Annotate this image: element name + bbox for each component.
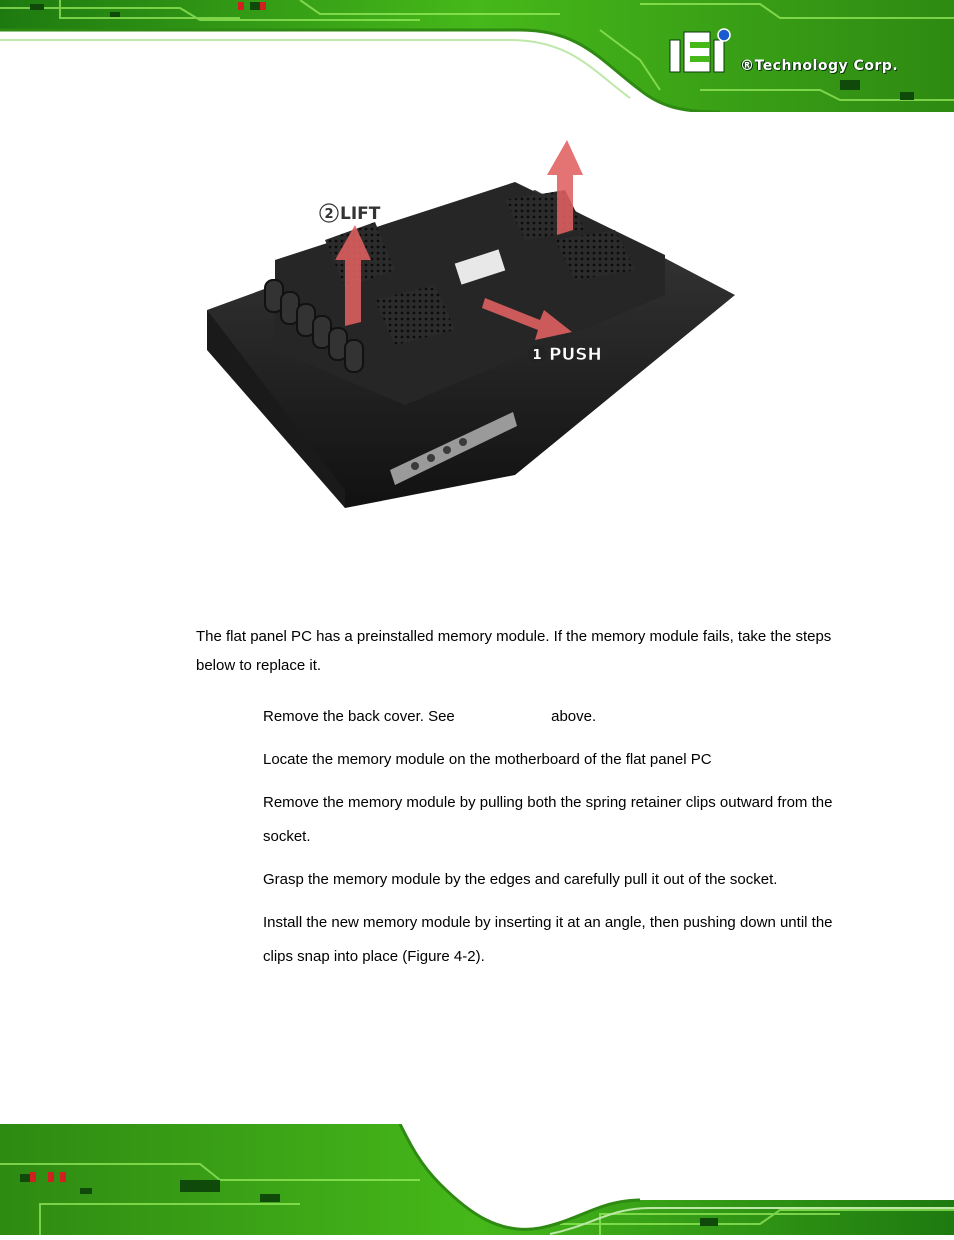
page-header-banner xyxy=(0,0,954,112)
step-2-text: Locate the memory module on the motherboard of the flat panel PC xyxy=(263,751,712,768)
lift-number: 2 xyxy=(324,207,334,222)
back-cover-removal-figure xyxy=(195,130,755,520)
lift-label: LIFT xyxy=(340,204,381,224)
replacement-steps-list xyxy=(263,700,863,983)
push-label: PUSH xyxy=(549,345,602,365)
step-4-text: Grasp the memory module by the edges and carefully pull it out of the socket. xyxy=(263,871,778,888)
push-number: 1 xyxy=(532,348,542,363)
company-logo-text: ®Technology Corp. xyxy=(740,58,899,74)
page-footer-banner xyxy=(0,1124,954,1235)
step-1-text-after: above. xyxy=(551,708,597,725)
step-5 xyxy=(263,906,863,974)
step-5-text: Install the new memory module by inserting it at an angle, then pushing down until the clips snap into place (Figure 4-2). xyxy=(263,914,833,965)
flat-panel-pc-illustration xyxy=(195,130,755,520)
step-4 xyxy=(263,863,863,897)
step-3 xyxy=(263,786,863,854)
intro-paragraph: The flat panel PC has a preinstalled memory module. If the memory module fails, take the steps below to replace it. xyxy=(196,628,832,674)
step-1 xyxy=(263,700,863,734)
circuit-board-header-graphic xyxy=(0,0,954,112)
step-1-text-before: Remove the back cover. See xyxy=(263,708,455,725)
step-3-text: Remove the memory module by pulling both the spring retainer clips outward from the socket. xyxy=(263,794,833,845)
step-2 xyxy=(263,743,863,777)
circuit-board-footer-graphic xyxy=(0,1124,954,1235)
